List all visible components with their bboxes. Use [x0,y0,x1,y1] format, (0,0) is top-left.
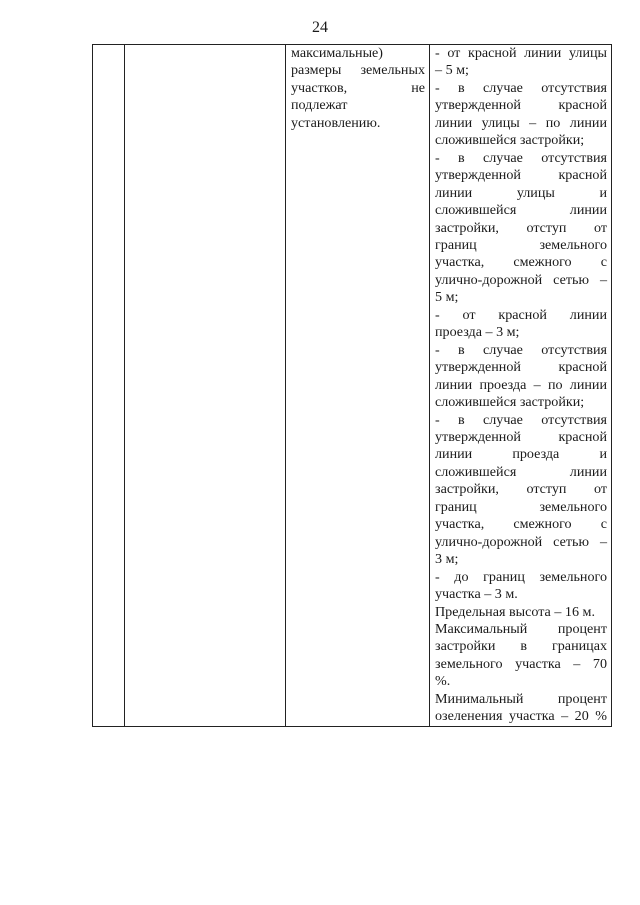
table-cell-limits [430,45,612,727]
table-row [93,45,612,727]
text-line: сложившейся линии [435,202,607,219]
text-line: участка, смежного с [435,254,607,271]
text-line: улично-дорожной сетью – [435,271,607,288]
text-line: Максимальный процент [435,620,607,637]
page-number: 24 [312,19,328,36]
table-cell-number [93,45,125,727]
table-cell-parameters [286,45,430,727]
text-line: максимальные) [291,45,383,61]
text-line: утвержденной красной [435,428,607,445]
text-line: 5 м; [435,289,459,306]
text-line: установлению. [291,114,381,131]
text-line: линии проезда – по линии [435,376,607,393]
text-line: участка – 3 м. [435,586,518,603]
text-line: границ земельного [435,498,607,515]
text-line: утвержденной красной [435,359,607,376]
text-line: застройки, отступ от [435,219,607,236]
text-line: - в случае отсутствия [435,341,607,358]
text-line: утвержденной красной [435,167,607,184]
text-line: - в случае отсутствия [435,411,607,428]
text-line: размеры земельных [291,62,425,79]
text-line: - от красной линии улицы [435,45,607,61]
text-line: утвержденной красной [435,97,607,114]
text-line: земельного участка – 70 [435,655,607,672]
text-line: озеленения участка – 20 % [435,708,607,725]
text-line: застройки в границах [435,638,607,655]
parameters-text [286,45,429,132]
text-line: участков, не [291,79,425,96]
regulations-table [92,44,612,727]
table-cell-zone [125,45,286,727]
text-line: проезда – 3 м; [435,324,520,341]
text-line: Минимальный процент [435,690,607,707]
text-line: Предельная высота – 16 м. [435,603,595,620]
text-line: - до границ земельного [435,568,607,585]
text-line: - в случае отсутствия [435,79,607,96]
text-line: линии проезда и [435,446,607,463]
text-line: линии улицы – по линии [435,114,607,131]
text-line: улично-дорожной сетью – [435,533,607,550]
text-line: участка, смежного с [435,516,607,533]
text-line: сложившейся застройки; [435,394,585,411]
text-line: сложившейся линии [435,463,607,480]
limits-text [430,45,611,726]
text-line: - в случае отсутствия [435,149,607,166]
text-line: застройки, отступ от [435,481,607,498]
text-line: – 5 м; [435,62,469,79]
text-line: подлежат [291,97,348,114]
text-line: %. [435,673,451,690]
text-line: 3 м; [435,551,459,568]
text-line: границ земельного [435,236,607,253]
text-line: сложившейся застройки; [435,132,585,149]
text-line: линии улицы и [435,184,607,201]
text-line: - от красной линии [435,306,607,323]
